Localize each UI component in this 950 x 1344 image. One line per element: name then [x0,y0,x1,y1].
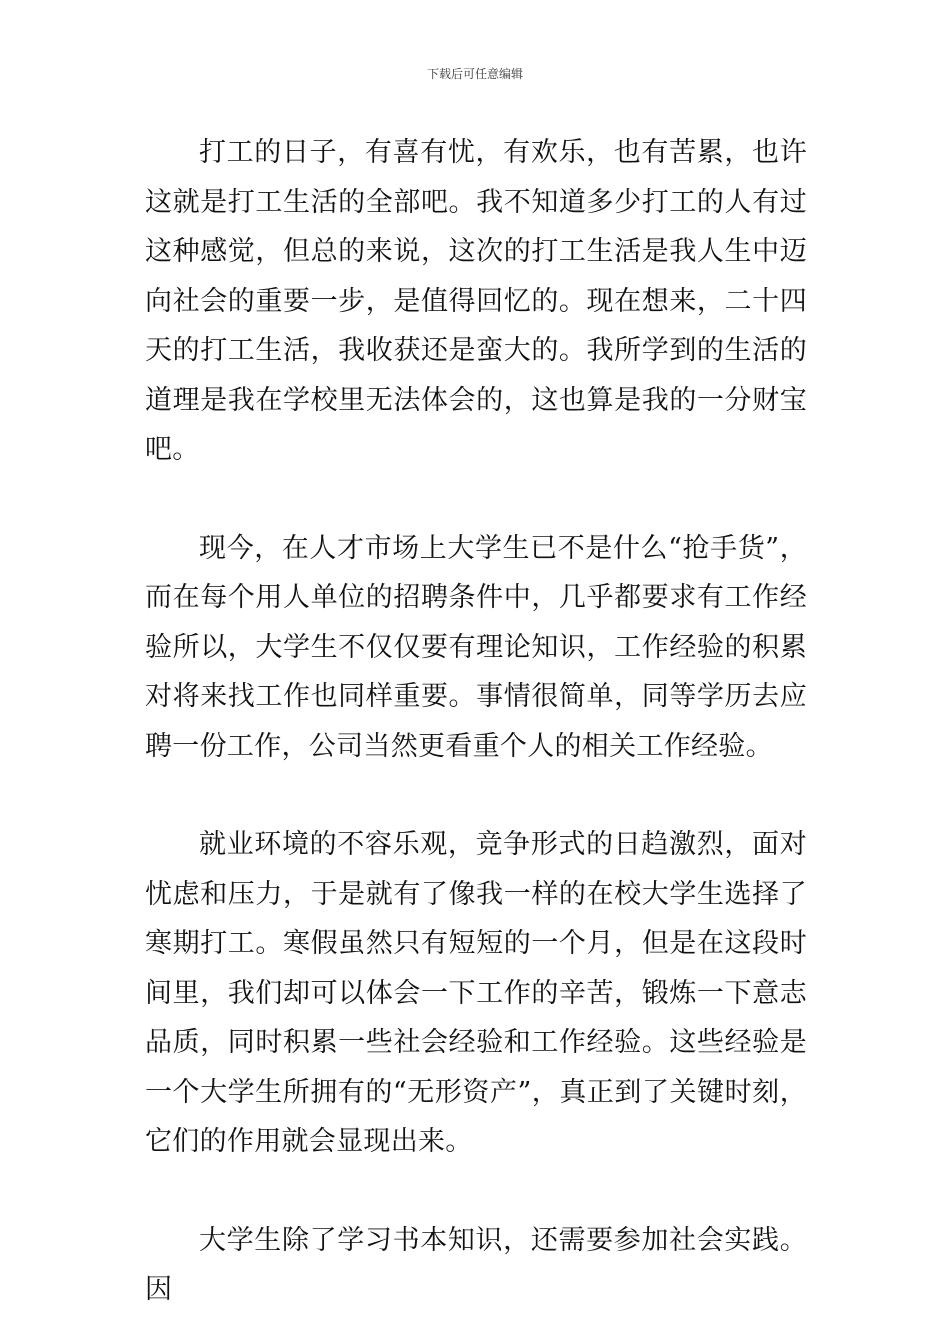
document-body [145,128,807,1315]
page-header: 下载后可任意编辑 [426,67,523,81]
paragraph-4: 大学生除了学习书本知识，还需要参加社会实践。因 [145,1224,807,1305]
paragraph-1: 打工的日子，有喜有忧，有欢乐，也有苦累，也许这就是打工生活的全部吧。我不知道多少打工的人有过这种感觉，但总的来说，这次的打工生活是我人生中迈向社会的重要一步，是值得回忆的。现在想来，二十四天的打工生活，我收获还是蛮大的。我所学到的生活的道理是我在学校里无法体会的，这也算是我的一分财宝吧。 [145,137,807,465]
paragraph-3: 就业环境的不容乐观，竞争形式的日趋激烈，面对忧虑和压力，于是就有了像我一样的在校大学生选择了寒期打工。寒假虽然只有短短的一个月，但是在这段时间里，我们却可以体会一下工作的辛苦，锻炼一下意志品质，同时积累一些社会经验和工作经验。这些经验是一个大学生所拥有的“无形资产”，真正到了关键时刻，它们的作用就会显现出来。 [145,829,807,1157]
paragraph-2: 现今，在人才市场上大学生已不是什么“抢手货”，而在每个用人单位的招聘条件中，几乎都要求有工作经验所以，大学生不仅仅要有理论知识，工作经验的积累对将来找工作也同样重要。事情很简单，同等学历去应聘一份工作，公司当然更看重个人的相关工作经验。 [145,532,807,762]
